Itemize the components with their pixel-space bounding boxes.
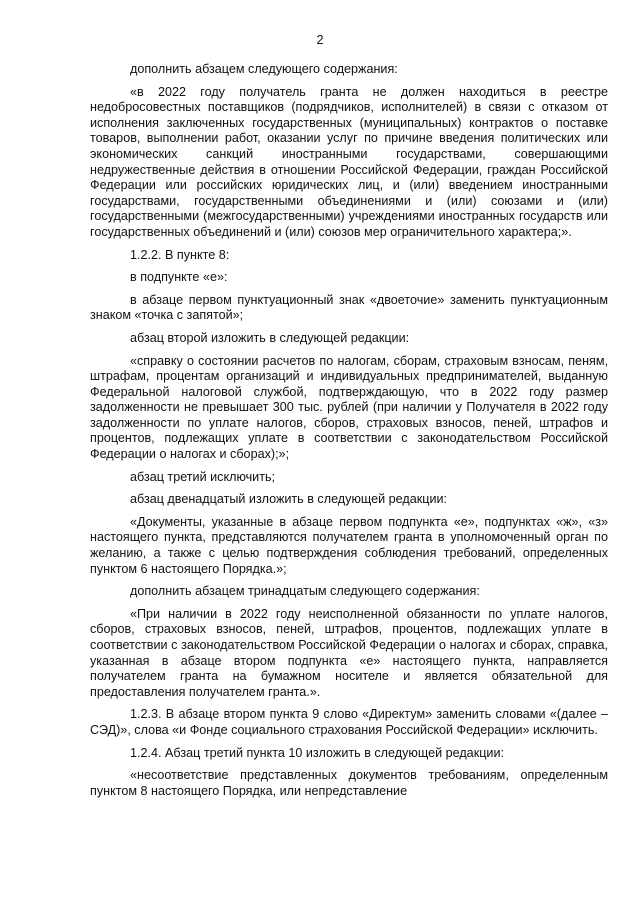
paragraph-unpaid-obligations: «При наличии в 2022 году неисполненной обязанности по уплате налогов, сборов, страховых взносов, пеней, штрафов, процентов, подлежащих уплате в соответствии с законодательством Российской Федерации о налогах и сборах, справка, указанная в абзаце втором подпункта «е» настоящего пункта, направляется получателем гранта на бумажном носителе и является обязательной для предоставления получателем гранта.». — [90, 606, 608, 699]
paragraph-1-2-4: 1.2.4. Абзац третий пункта 10 изложить в следующей редакции: — [130, 745, 504, 760]
paragraph-subpoint-e: в подпункте «е»: — [130, 270, 228, 285]
document-body — [90, 62, 608, 806]
paragraph-documents-clause: «Документы, указанные в абзаце первом подпункта «е», подпунктах «ж», «з» настоящего пункта, представляются получателем гранта в уполномоченный орган по желанию, а также с целью подтверждения соблюдения требований, определенных пунктом 6 настоящего Порядка.»; — [90, 514, 608, 576]
paragraph-third-abzats-removed: абзац третий исключить; — [130, 469, 276, 484]
paragraph-thirteenth-abzats-intro: дополнить абзацем тринадцатым следующего содержания: — [130, 584, 480, 599]
paragraph-twelfth-abzats-intro: абзац двенадцатый изложить в следующей редакции: — [130, 492, 448, 507]
paragraph-1-2-2-heading: 1.2.2. В пункте 8: — [130, 247, 230, 262]
paragraph-nonconformity: «несоответствие представленных документов требованиям, определенным пунктом 8 настоящего Порядка, или непредставление — [90, 768, 608, 798]
paragraph-add-abzats-intro: дополнить абзацем следующего содержания: — [130, 62, 398, 76]
paragraph-punctuation-change: в абзаце первом пунктуационный знак «двоеточие» заменить пунктуационным знаком «точка с запятой»; — [90, 292, 608, 323]
paragraph-second-abzats-intro: абзац второй изложить в следующей редакции: — [130, 330, 410, 345]
paragraph-tax-certificate: «справку о состоянии расчетов по налогам, сборам, страховым взносам, пеням, штрафам, процентам организаций и индивидуальных предпринимателей, выданную Федеральной налоговой службой, подтверждающую, что в 2022 году размер задолженности не превышает 300 тыс. рублей (при наличии у Получателя в 2022 году задолженности по уплате налогов, сборов, страховых взносов, пеней, штрафов и процентов, подлежащих уплате в соответствии с законодательством Российской Федерации о налогах и сборах);»; — [90, 353, 608, 462]
paragraph-1-2-3: 1.2.3. В абзаце втором пункта 9 слово «Директум» заменить словами «(далее – СЭД)», слова «и Фонде социального страхования Российской Федерации» исключить. — [90, 707, 608, 737]
paragraph-sanctions-clause: «в 2022 году получатель гранта не должен находиться в реестре недобросовестных поставщиков (подрядчиков, исполнителей) в связи с отказом от исполнения заключенных государственных (муниципальных) контрактов о поставке товаров, выполнении работ, оказании услуг по причине введения политических или экономических санкций иностранными государствами, совершающими недружественные действия в отношении Российской Федерации, граждан Российской Федерации или российских юридических лиц, и (или) введением иностранными государствами, государственными объединениями и (или) союзами и (или) государственными (межгосударственными) учреждениями иностранных государств или государственных объединений и (или) союзов мер ограничительного характера;». — [90, 84, 608, 239]
page-number: 2 — [316, 33, 324, 47]
